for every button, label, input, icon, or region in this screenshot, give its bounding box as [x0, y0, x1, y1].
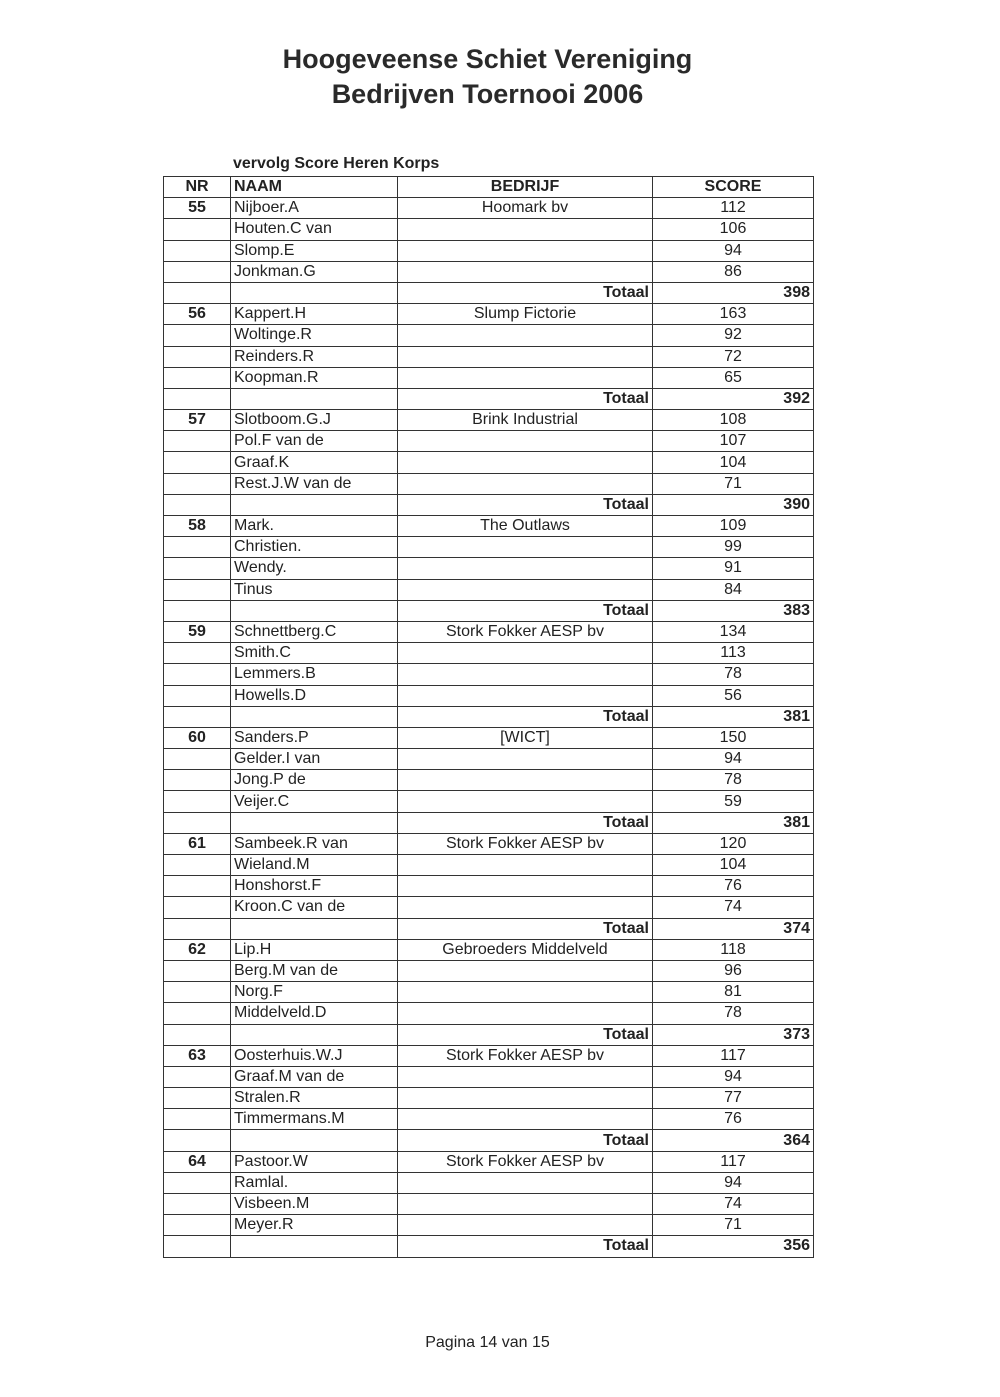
member-name-cell: Honshorst.F	[231, 876, 398, 897]
member-name-cell: Meyer.R	[231, 1215, 398, 1236]
member-score-cell: 94	[653, 1066, 814, 1087]
member-score-cell: 94	[653, 749, 814, 770]
member-score-cell: 91	[653, 558, 814, 579]
member-name-cell: Veijer.C	[231, 791, 398, 812]
empty-cell	[231, 282, 398, 303]
member-name-cell: Schnettberg.C	[231, 621, 398, 642]
team-number-cell	[164, 1172, 231, 1193]
team-number-cell: 63	[164, 1045, 231, 1066]
member-name-cell: Berg.M van de	[231, 960, 398, 981]
team-total-row	[164, 812, 814, 833]
team-number-cell: 64	[164, 1151, 231, 1172]
total-label-cell: Totaal	[398, 282, 653, 303]
member-score-cell: 109	[653, 516, 814, 537]
member-name-cell: Nijboer.A	[231, 198, 398, 219]
team-total-cell: 374	[653, 918, 814, 939]
total-label-cell: Totaal	[398, 388, 653, 409]
company-cell	[398, 876, 653, 897]
team-number-cell	[164, 1003, 231, 1024]
table-row	[164, 685, 814, 706]
team-total-cell: 381	[653, 812, 814, 833]
member-name-cell: Lemmers.B	[231, 664, 398, 685]
member-name-cell: Tinus	[231, 579, 398, 600]
company-cell: Hoomark bv	[398, 198, 653, 219]
company-cell	[398, 685, 653, 706]
member-score-cell: 72	[653, 346, 814, 367]
empty-cell	[164, 1236, 231, 1257]
team-number-cell	[164, 367, 231, 388]
table-row	[164, 1045, 814, 1066]
table-row	[164, 198, 814, 219]
team-number-cell	[164, 855, 231, 876]
table-row	[164, 1194, 814, 1215]
table-row	[164, 1066, 814, 1087]
company-cell	[398, 558, 653, 579]
table-row	[164, 516, 814, 537]
empty-cell	[164, 388, 231, 409]
table-row	[164, 558, 814, 579]
table-row	[164, 727, 814, 748]
team-number-cell: 62	[164, 939, 231, 960]
team-number-cell: 56	[164, 304, 231, 325]
member-name-cell: Howells.D	[231, 685, 398, 706]
company-cell	[398, 1109, 653, 1130]
empty-cell	[164, 1130, 231, 1151]
member-score-cell: 78	[653, 770, 814, 791]
empty-cell	[231, 1130, 398, 1151]
team-number-cell	[164, 960, 231, 981]
member-name-cell: Mark.	[231, 516, 398, 537]
team-total-cell: 364	[653, 1130, 814, 1151]
company-cell	[398, 1066, 653, 1087]
company-cell: Stork Fokker AESP bv	[398, 621, 653, 642]
team-number-cell	[164, 579, 231, 600]
company-cell	[398, 855, 653, 876]
team-number-cell: 55	[164, 198, 231, 219]
empty-cell	[164, 706, 231, 727]
member-name-cell: Lip.H	[231, 939, 398, 960]
member-score-cell: 104	[653, 452, 814, 473]
empty-cell	[231, 600, 398, 621]
member-score-cell: 71	[653, 1215, 814, 1236]
company-cell	[398, 473, 653, 494]
member-name-cell: Reinders.R	[231, 346, 398, 367]
table-row	[164, 537, 814, 558]
document-title: Hoogeveense Schiet Vereniging	[282, 44, 693, 74]
team-number-cell	[164, 558, 231, 579]
table-row	[164, 325, 814, 346]
company-cell	[398, 537, 653, 558]
team-total-row	[164, 1130, 814, 1151]
table-row	[164, 304, 814, 325]
member-score-cell: 112	[653, 198, 814, 219]
team-total-cell: 390	[653, 494, 814, 515]
column-header-naam: NAAM	[231, 177, 398, 198]
section-heading: vervolg Score Heren Korps	[233, 155, 440, 172]
team-total-cell: 392	[653, 388, 814, 409]
member-name-cell: Kroon.C van de	[231, 897, 398, 918]
company-cell: Stork Fokker AESP bv	[398, 1151, 653, 1172]
team-number-cell	[164, 643, 231, 664]
team-number-cell	[164, 219, 231, 240]
table-row	[164, 367, 814, 388]
team-number-cell	[164, 1194, 231, 1215]
table-row	[164, 431, 814, 452]
company-cell	[398, 325, 653, 346]
team-total-row	[164, 388, 814, 409]
company-cell: Stork Fokker AESP bv	[398, 1045, 653, 1066]
empty-cell	[164, 1024, 231, 1045]
column-header-nr: NR	[164, 177, 231, 198]
member-name-cell: Wieland.M	[231, 855, 398, 876]
member-score-cell: 86	[653, 261, 814, 282]
company-cell	[398, 1215, 653, 1236]
company-cell: Gebroeders Middelveld	[398, 939, 653, 960]
table-row	[164, 770, 814, 791]
table-row	[164, 982, 814, 1003]
team-number-cell	[164, 452, 231, 473]
table-row	[164, 791, 814, 812]
team-total-row	[164, 600, 814, 621]
company-cell	[398, 240, 653, 261]
table-row	[164, 219, 814, 240]
team-number-cell	[164, 791, 231, 812]
table-row	[164, 1215, 814, 1236]
table-row	[164, 939, 814, 960]
member-score-cell: 74	[653, 1194, 814, 1215]
page-number: Pagina 14 van 15	[425, 1334, 550, 1351]
team-number-cell	[164, 982, 231, 1003]
table-row	[164, 240, 814, 261]
company-cell	[398, 1003, 653, 1024]
member-name-cell: Houten.C van	[231, 219, 398, 240]
member-name-cell: Graaf.K	[231, 452, 398, 473]
total-label-cell: Totaal	[398, 600, 653, 621]
team-total-cell: 381	[653, 706, 814, 727]
company-cell	[398, 1194, 653, 1215]
team-number-cell: 57	[164, 410, 231, 431]
table-row	[164, 643, 814, 664]
company-cell	[398, 431, 653, 452]
total-label-cell: Totaal	[398, 918, 653, 939]
team-total-cell: 398	[653, 282, 814, 303]
table-row	[164, 664, 814, 685]
member-score-cell: 117	[653, 1045, 814, 1066]
member-name-cell: Gelder.I van	[231, 749, 398, 770]
table-row	[164, 346, 814, 367]
company-cell	[398, 579, 653, 600]
team-number-cell	[164, 261, 231, 282]
team-total-row	[164, 918, 814, 939]
team-total-row	[164, 282, 814, 303]
empty-cell	[231, 706, 398, 727]
member-name-cell: Visbeen.M	[231, 1194, 398, 1215]
empty-cell	[231, 1024, 398, 1045]
company-cell	[398, 897, 653, 918]
company-cell	[398, 367, 653, 388]
member-score-cell: 150	[653, 727, 814, 748]
table-row	[164, 1172, 814, 1193]
company-cell	[398, 261, 653, 282]
member-name-cell: Jong.P de	[231, 770, 398, 791]
company-cell	[398, 770, 653, 791]
team-number-cell	[164, 473, 231, 494]
table-row	[164, 410, 814, 431]
member-score-cell: 84	[653, 579, 814, 600]
team-number-cell	[164, 1066, 231, 1087]
team-number-cell	[164, 685, 231, 706]
member-score-cell: 78	[653, 664, 814, 685]
team-number-cell	[164, 897, 231, 918]
team-number-cell	[164, 431, 231, 452]
empty-cell	[231, 388, 398, 409]
team-total-row	[164, 706, 814, 727]
table-row	[164, 452, 814, 473]
team-number-cell: 58	[164, 516, 231, 537]
team-number-cell	[164, 346, 231, 367]
member-name-cell: Slotboom.G.J	[231, 410, 398, 431]
table-row	[164, 960, 814, 981]
member-name-cell: Sambeek.R van	[231, 833, 398, 854]
company-cell	[398, 1172, 653, 1193]
table-row	[164, 1003, 814, 1024]
member-score-cell: 78	[653, 1003, 814, 1024]
member-name-cell: Middelveld.D	[231, 1003, 398, 1024]
member-name-cell: Stralen.R	[231, 1088, 398, 1109]
empty-cell	[231, 1236, 398, 1257]
member-score-cell: 113	[653, 643, 814, 664]
table-row	[164, 473, 814, 494]
team-number-cell: 59	[164, 621, 231, 642]
empty-cell	[231, 494, 398, 515]
member-score-cell: 106	[653, 219, 814, 240]
member-score-cell: 74	[653, 897, 814, 918]
table-row	[164, 749, 814, 770]
company-cell: Stork Fokker AESP bv	[398, 833, 653, 854]
company-cell	[398, 664, 653, 685]
member-score-cell: 77	[653, 1088, 814, 1109]
member-score-cell: 117	[653, 1151, 814, 1172]
member-score-cell: 81	[653, 982, 814, 1003]
member-score-cell: 96	[653, 960, 814, 981]
team-number-cell	[164, 1109, 231, 1130]
member-name-cell: Jonkman.G	[231, 261, 398, 282]
member-score-cell: 59	[653, 791, 814, 812]
empty-cell	[164, 494, 231, 515]
member-name-cell: Timmermans.M	[231, 1109, 398, 1130]
member-name-cell: Pastoor.W	[231, 1151, 398, 1172]
empty-cell	[164, 812, 231, 833]
company-cell: The Outlaws	[398, 516, 653, 537]
team-number-cell	[164, 749, 231, 770]
member-score-cell: 76	[653, 1109, 814, 1130]
company-cell	[398, 791, 653, 812]
document-subtitle-year: Bedrijven Toernooi 2006	[331, 79, 644, 109]
member-score-cell: 99	[653, 537, 814, 558]
empty-cell	[164, 600, 231, 621]
member-name-cell: Graaf.M van de	[231, 1066, 398, 1087]
team-total-cell: 373	[653, 1024, 814, 1045]
total-label-cell: Totaal	[398, 812, 653, 833]
table-row	[164, 897, 814, 918]
table-row	[164, 1109, 814, 1130]
column-header-score: SCORE	[653, 177, 814, 198]
column-header-bedrijf: BEDRIJF	[398, 177, 653, 198]
member-score-cell: 107	[653, 431, 814, 452]
team-total-cell: 383	[653, 600, 814, 621]
team-number-cell	[164, 1088, 231, 1109]
member-name-cell: Woltinge.R	[231, 325, 398, 346]
member-score-cell: 65	[653, 367, 814, 388]
member-score-cell: 94	[653, 1172, 814, 1193]
table-body	[164, 198, 814, 1257]
team-number-cell	[164, 325, 231, 346]
table-row	[164, 833, 814, 854]
team-number-cell	[164, 1215, 231, 1236]
company-cell	[398, 749, 653, 770]
team-number-cell	[164, 876, 231, 897]
table-row	[164, 621, 814, 642]
member-score-cell: 104	[653, 855, 814, 876]
total-label-cell: Totaal	[398, 706, 653, 727]
company-cell	[398, 346, 653, 367]
company-cell	[398, 643, 653, 664]
member-name-cell: Wendy.	[231, 558, 398, 579]
team-total-cell: 356	[653, 1236, 814, 1257]
member-score-cell: 76	[653, 876, 814, 897]
table-row	[164, 876, 814, 897]
member-score-cell: 118	[653, 939, 814, 960]
member-name-cell: Pol.F van de	[231, 431, 398, 452]
team-total-row	[164, 494, 814, 515]
empty-cell	[164, 918, 231, 939]
member-name-cell: Christien.	[231, 537, 398, 558]
team-number-cell: 60	[164, 727, 231, 748]
table-header-row	[164, 177, 814, 198]
member-score-cell: 163	[653, 304, 814, 325]
team-number-cell: 61	[164, 833, 231, 854]
team-number-cell	[164, 537, 231, 558]
member-name-cell: Norg.F	[231, 982, 398, 1003]
member-score-cell: 134	[653, 621, 814, 642]
table-row	[164, 1088, 814, 1109]
empty-cell	[164, 282, 231, 303]
team-number-cell	[164, 770, 231, 791]
table-row	[164, 261, 814, 282]
empty-cell	[231, 812, 398, 833]
total-label-cell: Totaal	[398, 494, 653, 515]
total-label-cell: Totaal	[398, 1024, 653, 1045]
member-name-cell: Rest.J.W van de	[231, 473, 398, 494]
table-row	[164, 855, 814, 876]
team-number-cell	[164, 240, 231, 261]
table-row	[164, 1151, 814, 1172]
company-cell	[398, 1088, 653, 1109]
member-score-cell: 71	[653, 473, 814, 494]
team-total-row	[164, 1236, 814, 1257]
total-label-cell: Totaal	[398, 1130, 653, 1151]
member-name-cell: Smith.C	[231, 643, 398, 664]
company-cell: [WICT]	[398, 727, 653, 748]
company-cell	[398, 960, 653, 981]
company-cell: Brink Industrial	[398, 410, 653, 431]
member-name-cell: Ramlal.	[231, 1172, 398, 1193]
member-score-cell: 94	[653, 240, 814, 261]
company-cell	[398, 982, 653, 1003]
team-number-cell	[164, 664, 231, 685]
company-cell: Slump Fictorie	[398, 304, 653, 325]
member-score-cell: 120	[653, 833, 814, 854]
member-name-cell: Koopman.R	[231, 367, 398, 388]
total-label-cell: Totaal	[398, 1236, 653, 1257]
table-row	[164, 579, 814, 600]
member-score-cell: 92	[653, 325, 814, 346]
member-score-cell: 108	[653, 410, 814, 431]
score-table	[163, 176, 814, 1258]
member-name-cell: Slomp.E	[231, 240, 398, 261]
company-cell	[398, 452, 653, 473]
member-score-cell: 56	[653, 685, 814, 706]
member-name-cell: Sanders.P	[231, 727, 398, 748]
member-name-cell: Oosterhuis.W.J	[231, 1045, 398, 1066]
team-total-row	[164, 1024, 814, 1045]
company-cell	[398, 219, 653, 240]
empty-cell	[231, 918, 398, 939]
member-name-cell: Kappert.H	[231, 304, 398, 325]
